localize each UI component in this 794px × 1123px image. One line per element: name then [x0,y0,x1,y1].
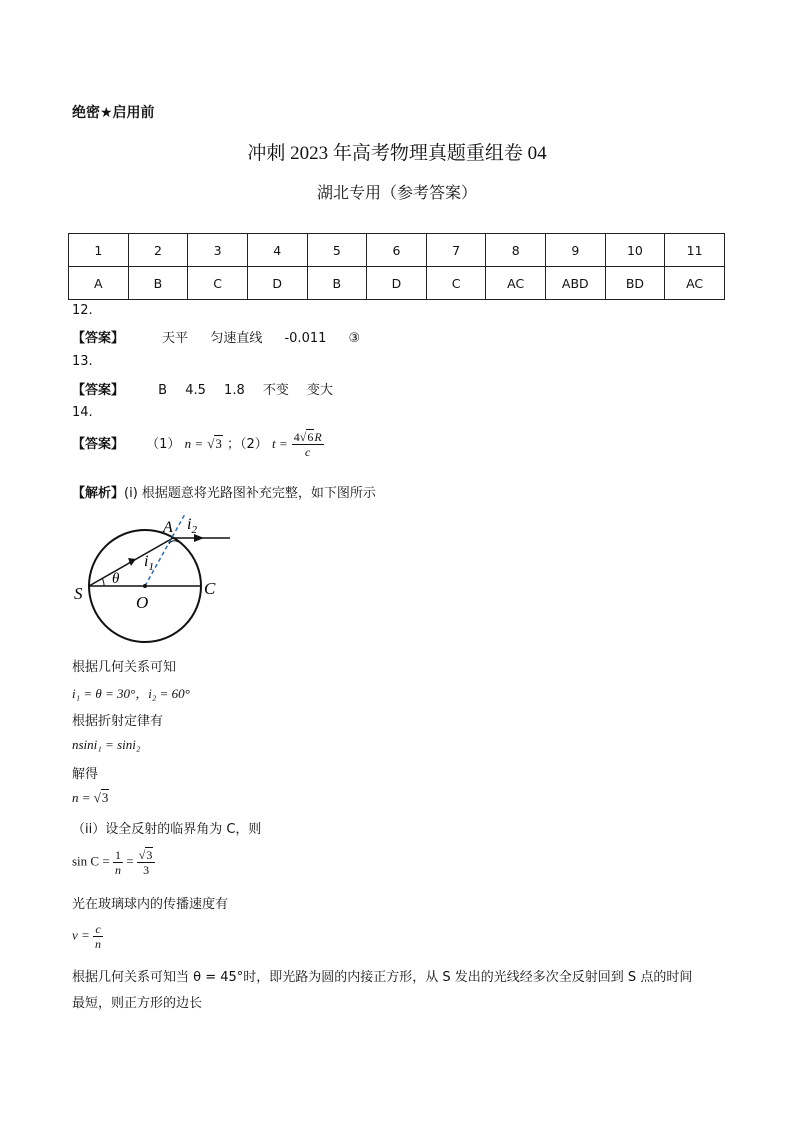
page-title: 冲刺 2023 年高考物理真题重组卷 04 [247,143,547,164]
table-row-answers [69,267,725,300]
table-cell: D [367,267,427,300]
analysis-text: (i) 根据题意将光路图补充完整，如下图所示 [124,486,376,501]
v-equation: v = $\frac{c}{n}$ [72,922,102,951]
q14-analysis-intro [72,482,376,501]
q14-number: 14. [72,405,93,420]
refraction-equation: nsini₁ = sini₂ [72,737,141,752]
q14-n-rad: 3 [215,436,222,451]
q14-answer-line: 【答案】 （1） n = √3 ；（2） t = $\frac{4√6R}{c}$ [72,430,322,459]
answer-tag: 【答案】 [72,437,125,452]
sinC-equation: sin C = $\frac{1}{n}$ = $\frac{√3}{3}$ [72,848,155,877]
table-cell: C [188,267,248,300]
table-row-numbers [69,234,725,267]
n-result: n = √3 [72,790,109,805]
q14-sep: ；（2） [227,437,268,452]
table-cell: B [128,267,188,300]
q13-answer-1: B [158,383,168,398]
q14-t-lhs: t = [271,436,288,451]
q14-part1-label: （1） [146,437,181,452]
part2-text: （ii）设全反射的临界角为 C，则 [72,822,262,837]
table-cell: C [426,267,486,300]
q13-number: 13. [72,354,93,369]
table-cell: B [307,267,367,300]
table-cell: 11 [665,234,725,267]
q13-answer-5: 变大 [307,383,334,398]
refraction-law-text: 根据折射定律有 [72,714,164,729]
q12-answer-4: ③ [348,331,361,346]
ray-arrow-1 [128,558,136,566]
table-cell: AC [665,267,725,300]
q12-answer-line [72,327,360,346]
table-cell: BD [605,267,665,300]
table-cell: 1 [69,234,129,267]
label-theta: θ [112,571,120,587]
table-cell: AC [486,267,546,300]
table-cell: 3 [188,234,248,267]
table-cell: 7 [426,234,486,267]
page-subtitle: 湖北专用（参考答案） [316,183,477,202]
q12-answer-1: 天平 [162,331,189,346]
q13-answer-2: 4.5 [185,383,206,398]
q12-answer-3: -0.011 [284,331,327,346]
confidential-label: 绝密★启用前 [72,105,155,121]
answer-tag: 【答案】 [72,383,125,398]
final-text-1: 根据几何关系可知当 θ = 45°时，即光路为圆的内接正方形，从 S 发出的光线经多次全反射回到 S 点的时间 [72,970,693,985]
q14-t-fraction: $\frac{4√6R}{c}$ [293,430,322,459]
analysis-tag: 【解析】 [72,486,125,501]
table-cell: 2 [128,234,188,267]
table-cell: 8 [486,234,546,267]
table-cell: 6 [367,234,427,267]
center-point [143,584,147,588]
table-cell: 10 [605,234,665,267]
q13-answer-line [72,379,333,398]
final-text-2: 最短，则正方形的边长 [72,996,203,1011]
label-O: O [136,593,149,612]
solve-text: 解得 [72,767,99,782]
label-C: C [204,579,216,598]
q13-answer-4: 不变 [262,383,289,398]
label-S: S [74,584,83,603]
angles-equation: i₁ = θ = 30°，i₂ = 60° [72,686,190,701]
table-cell: 5 [307,234,367,267]
q13-answer-3: 1.8 [224,383,245,398]
table-cell: D [247,267,307,300]
label-A: A [163,519,173,536]
speed-text: 光在玻璃球内的传播速度有 [72,897,229,912]
optics-diagram [70,508,250,648]
geo-relation-text: 根据几何关系可知 [72,660,177,675]
label-i1: $i_1$ [144,553,154,573]
table-cell: 4 [247,234,307,267]
q14-n-lhs: n = [184,436,204,451]
theta-arc [102,578,104,586]
q12-number: 12. [72,303,93,318]
answer-table [68,233,725,300]
table-cell: A [69,267,129,300]
answer-tag: 【答案】 [72,331,125,346]
q12-answer-2: 匀速直线 [210,331,263,346]
label-i2: $i_2$ [187,516,197,536]
table-cell: ABD [546,267,606,300]
table-cell: 9 [546,234,606,267]
